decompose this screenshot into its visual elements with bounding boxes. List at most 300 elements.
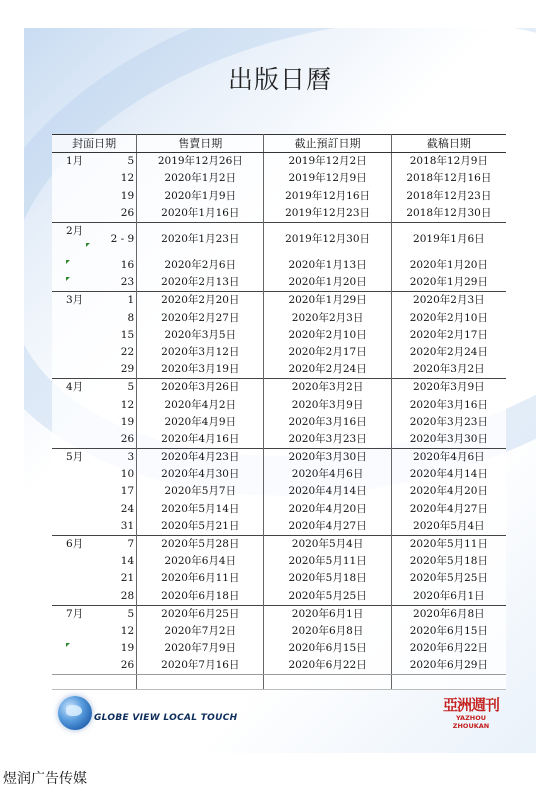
sale-date-cell-text: 2020年7月2日	[164, 624, 237, 637]
booking-deadline-cell-text: 2020年4月6日	[291, 468, 364, 481]
booking-deadline-cell	[264, 466, 391, 483]
copy-deadline-cell-text: 2020年4月20日	[409, 485, 488, 498]
cover-day-cell	[106, 257, 137, 274]
booking-deadline-cell	[264, 657, 391, 675]
month-cell	[52, 588, 106, 606]
sale-date-cell-text: 2019年12月26日	[157, 155, 243, 168]
copy-deadline-cell-text: 2020年3月9日	[413, 381, 485, 394]
booking-deadline-cell-text: 2020年3月2日	[291, 381, 364, 394]
table-row	[52, 379, 506, 397]
booking-deadline-cell-text: 2019年12月9日	[288, 172, 367, 185]
sale-date-cell-text: 2020年2月20日	[161, 294, 240, 307]
cover-day-cell-text: 16	[120, 259, 135, 272]
table-row	[52, 623, 506, 640]
cover-day-cell	[106, 657, 137, 675]
cover-day-cell-text: 17	[120, 485, 135, 498]
copy-deadline-cell	[391, 274, 506, 292]
copy-deadline-cell	[391, 657, 506, 675]
month-cell	[52, 188, 106, 205]
cover-day-cell	[106, 570, 137, 587]
booking-deadline-cell	[264, 588, 391, 606]
cover-day-cell-text: 19	[120, 642, 135, 655]
booking-deadline-cell-text: 2020年1月13日	[288, 259, 367, 272]
booking-deadline-cell-text: 2020年6月22日	[288, 659, 367, 672]
copy-deadline-cell	[391, 257, 506, 274]
copy-deadline-cell-text: 2018年12月30日	[406, 206, 492, 219]
copy-deadline-cell	[391, 222, 506, 257]
sale-date-cell-text: 2020年4月23日	[161, 451, 240, 464]
cover-day-cell	[106, 483, 137, 500]
month-cell	[52, 205, 106, 223]
booking-deadline-cell-text: 2020年6月8日	[291, 624, 364, 637]
booking-deadline-cell-text: 2020年3月16日	[288, 415, 367, 428]
sale-date-cell	[137, 518, 264, 536]
table-row	[52, 310, 506, 327]
cover-day-cell-text: 29	[120, 363, 135, 376]
sale-date-cell-text: 2020年4月16日	[161, 432, 240, 445]
copy-deadline-cell-text: 2020年6月1日	[413, 589, 485, 602]
booking-deadline-cell-text: 2020年4月20日	[288, 502, 367, 515]
copy-deadline-cell-text: 2020年4月14日	[409, 468, 488, 481]
copy-deadline-cell	[391, 188, 506, 205]
booking-deadline-cell-text: 2019年12月2日	[288, 155, 367, 168]
cover-day-cell	[106, 623, 137, 640]
sale-date-cell	[137, 274, 264, 292]
copy-deadline-cell	[391, 310, 506, 327]
cover-day-cell	[106, 501, 137, 518]
copy-deadline-cell	[391, 292, 506, 310]
month-cell	[52, 466, 106, 483]
sale-date-cell	[137, 431, 264, 449]
booking-deadline-cell	[264, 431, 391, 449]
booking-deadline-cell-text: 2020年2月10日	[288, 328, 367, 341]
copy-deadline-cell-text: 2020年6月8日	[413, 607, 485, 620]
sale-date-cell	[137, 379, 264, 397]
month-cell	[52, 640, 106, 657]
booking-deadline-cell-text: 2020年5月11日	[288, 555, 367, 568]
sale-date-cell	[137, 570, 264, 587]
copy-deadline-cell	[391, 361, 506, 379]
cover-day-cell-text: 7	[127, 538, 135, 551]
booking-deadline-cell-text: 2019年12月23日	[285, 206, 371, 219]
table-row	[52, 466, 506, 483]
copy-deadline-cell-text: 2020年5月25日	[409, 572, 488, 585]
copy-deadline-cell-text: 2020年5月4日	[413, 519, 485, 532]
table-row	[52, 431, 506, 449]
table-row	[52, 553, 506, 570]
booking-deadline-cell	[264, 153, 391, 171]
table-row	[52, 396, 506, 413]
copy-deadline-cell	[391, 553, 506, 570]
month-cell-text: 1月	[66, 155, 84, 168]
booking-deadline-cell-text: 2020年5月25日	[288, 589, 367, 602]
sale-date-cell-text: 2020年3月26日	[161, 381, 240, 394]
cover-day-cell	[106, 310, 137, 327]
month-cell-text: 5月	[66, 451, 84, 464]
month-cell	[52, 170, 106, 187]
month-cell	[52, 361, 106, 379]
cover-day-cell-text: 10	[120, 468, 135, 481]
sale-date-cell-text: 2020年1月16日	[161, 206, 240, 219]
month-cell	[52, 570, 106, 587]
booking-deadline-cell-text: 2020年4月27日	[288, 519, 367, 532]
booking-deadline-cell	[264, 310, 391, 327]
table-row	[52, 535, 506, 553]
globe-icon	[58, 696, 92, 730]
booking-deadline-cell	[264, 501, 391, 518]
booking-deadline-cell	[264, 257, 391, 274]
booking-deadline-cell	[264, 518, 391, 536]
cover-day-cell-text: 21	[120, 572, 135, 585]
cover-day-cell	[106, 344, 137, 361]
cover-day-cell	[106, 188, 137, 205]
month-cell	[52, 292, 106, 310]
sale-date-cell	[137, 640, 264, 657]
empty-cell	[391, 675, 506, 690]
cover-day-cell	[106, 379, 137, 397]
table-row	[52, 205, 506, 223]
sale-date-cell-text: 2020年5月7日	[164, 485, 237, 498]
cover-day-cell-text: 5	[127, 155, 135, 168]
cover-day-cell-text: 12	[120, 398, 135, 411]
cover-day-cell-text: 1	[127, 294, 135, 307]
sale-date-cell	[137, 361, 264, 379]
comment-marker-icon	[66, 260, 70, 264]
sale-date-cell-text: 2020年6月25日	[161, 607, 240, 620]
cover-day-cell-text: 5	[127, 381, 135, 394]
copy-deadline-cell-text: 2020年3月23日	[409, 415, 488, 428]
copy-deadline-cell	[391, 170, 506, 187]
cover-day-cell	[106, 292, 137, 310]
table-row	[52, 274, 506, 292]
sale-date-cell	[137, 292, 264, 310]
table-row	[52, 327, 506, 344]
month-cell	[52, 222, 106, 257]
sale-date-cell-text: 2020年2月6日	[164, 259, 237, 272]
sale-date-cell	[137, 466, 264, 483]
copy-deadline-cell-text: 2020年2月10日	[409, 311, 488, 324]
month-cell-text: 7月	[66, 607, 84, 620]
sale-date-cell-text: 2020年3月5日	[164, 328, 237, 341]
copy-deadline-cell-text: 2020年4月27日	[409, 502, 488, 515]
copy-deadline-cell	[391, 518, 506, 536]
copy-deadline-cell	[391, 623, 506, 640]
brand-name: 亞洲週刊	[442, 696, 499, 714]
copy-deadline-cell-text: 2020年3月30日	[409, 432, 488, 445]
comment-marker-icon	[86, 243, 90, 247]
month-cell	[52, 449, 106, 467]
table-header-row	[52, 135, 506, 153]
header-booking-deadline: 截止預訂日期	[264, 135, 391, 153]
empty-row	[52, 675, 506, 690]
month-cell	[52, 327, 106, 344]
cover-day-cell	[106, 431, 137, 449]
cover-day-cell-text: 8	[127, 311, 135, 324]
copy-deadline-cell	[391, 396, 506, 413]
sale-date-cell-text: 2020年2月13日	[161, 276, 240, 289]
copy-deadline-cell-text: 2020年3月16日	[409, 398, 488, 411]
sale-date-cell	[137, 170, 264, 187]
sale-date-cell	[137, 222, 264, 257]
table-body	[52, 153, 506, 690]
month-cell	[52, 431, 106, 449]
empty-cell	[52, 675, 106, 690]
sale-date-cell	[137, 449, 264, 467]
booking-deadline-cell	[264, 379, 391, 397]
footer-caption: 煜润广告传媒	[3, 771, 87, 787]
copy-deadline-cell	[391, 501, 506, 518]
sale-date-cell-text: 2020年4月30日	[161, 468, 240, 481]
booking-deadline-cell	[264, 483, 391, 500]
cover-day-cell-text: 2 - 9	[110, 233, 135, 246]
month-cell	[52, 274, 106, 292]
publication-calendar-table	[52, 134, 506, 690]
table-row	[52, 501, 506, 518]
cover-day-cell-text: 31	[120, 519, 135, 532]
sale-date-cell	[137, 396, 264, 413]
comment-marker-icon	[66, 277, 70, 281]
copy-deadline-cell-text: 2018年12月16日	[406, 172, 492, 185]
sale-date-cell	[137, 257, 264, 274]
table-row	[52, 449, 506, 467]
table-row	[52, 153, 506, 171]
table-row	[52, 483, 506, 500]
booking-deadline-cell	[264, 623, 391, 640]
table-row	[52, 361, 506, 379]
cover-day-cell	[106, 361, 137, 379]
cover-day-cell-text: 23	[120, 276, 135, 289]
booking-deadline-cell	[264, 396, 391, 413]
header-copy-deadline: 截稿日期	[391, 135, 506, 153]
table-row	[52, 605, 506, 623]
cover-day-cell-text: 24	[120, 502, 135, 515]
month-cell	[52, 257, 106, 274]
cover-day-cell	[106, 553, 137, 570]
copy-deadline-cell	[391, 327, 506, 344]
month-cell	[52, 535, 106, 553]
cover-day-cell	[106, 414, 137, 431]
sale-date-cell-text: 2020年5月14日	[161, 502, 240, 515]
cover-day-cell-text: 19	[120, 189, 135, 202]
copy-deadline-cell	[391, 449, 506, 467]
month-cell-text: 2月	[66, 224, 84, 237]
booking-deadline-cell-text: 2020年5月18日	[288, 572, 367, 585]
booking-deadline-cell	[264, 188, 391, 205]
booking-deadline-cell-text: 2020年3月9日	[291, 398, 364, 411]
booking-deadline-cell	[264, 222, 391, 257]
copy-deadline-cell-text: 2020年6月29日	[409, 659, 488, 672]
month-cell-text: 4月	[66, 381, 84, 394]
sale-date-cell	[137, 483, 264, 500]
booking-deadline-cell	[264, 327, 391, 344]
cover-day-cell-text: 5	[127, 607, 135, 620]
cover-day-cell	[106, 518, 137, 536]
booking-deadline-cell-text: 2020年4月14日	[288, 485, 367, 498]
table-row	[52, 657, 506, 675]
copy-deadline-cell-text: 2020年6月22日	[409, 642, 488, 655]
cover-day-cell-text: 19	[120, 415, 135, 428]
comment-marker-icon	[66, 643, 70, 647]
copy-deadline-cell	[391, 640, 506, 657]
sale-date-cell	[137, 501, 264, 518]
copy-deadline-cell-text: 2020年4月6日	[413, 451, 485, 464]
copy-deadline-cell-text: 2020年1月20日	[409, 259, 488, 272]
copy-deadline-cell	[391, 205, 506, 223]
booking-deadline-cell	[264, 414, 391, 431]
cover-day-cell	[106, 535, 137, 553]
month-cell	[52, 623, 106, 640]
booking-deadline-cell-text: 2020年1月20日	[288, 276, 367, 289]
cover-day-cell	[106, 327, 137, 344]
sale-date-cell	[137, 327, 264, 344]
sale-date-cell	[137, 535, 264, 553]
booking-deadline-cell	[264, 274, 391, 292]
booking-deadline-cell-text: 2020年3月23日	[288, 432, 367, 445]
cover-day-cell	[106, 205, 137, 223]
sale-date-cell-text: 2020年3月12日	[161, 345, 240, 358]
copy-deadline-cell-text: 2018年12月9日	[409, 155, 488, 168]
booking-deadline-cell	[264, 344, 391, 361]
booking-deadline-cell-text: 2020年5月4日	[291, 538, 364, 551]
month-cell	[52, 518, 106, 536]
copy-deadline-cell-text: 2020年6月15日	[409, 624, 488, 637]
cover-day-cell	[106, 153, 137, 171]
copy-deadline-cell	[391, 414, 506, 431]
booking-deadline-cell-text: 2020年6月15日	[288, 642, 367, 655]
yazhou-zhoukan-logo	[442, 697, 500, 730]
cover-day-cell	[106, 588, 137, 606]
sale-date-cell-text: 2020年1月9日	[164, 189, 237, 202]
sale-date-cell	[137, 605, 264, 623]
table-row	[52, 170, 506, 187]
copy-deadline-cell-text: 2020年2月3日	[413, 294, 485, 307]
table-row	[52, 222, 506, 257]
month-cell	[52, 483, 106, 500]
cover-day-cell	[106, 466, 137, 483]
cover-day-cell	[106, 222, 137, 257]
month-cell	[52, 344, 106, 361]
header-sale-date: 售賣日期	[137, 135, 264, 153]
cover-day-cell	[106, 449, 137, 467]
copy-deadline-cell	[391, 466, 506, 483]
sale-date-cell-text: 2020年7月16日	[161, 659, 240, 672]
cover-day-cell-text: 28	[120, 589, 135, 602]
sale-date-cell	[137, 344, 264, 361]
sale-date-cell-text: 2020年1月23日	[161, 233, 240, 246]
copy-deadline-cell	[391, 153, 506, 171]
sale-date-cell-text: 2020年5月21日	[161, 519, 240, 532]
table-row	[52, 344, 506, 361]
cover-day-cell	[106, 605, 137, 623]
copy-deadline-cell	[391, 483, 506, 500]
copy-deadline-cell-text: 2020年2月24日	[409, 345, 488, 358]
booking-deadline-cell-text: 2020年2月17日	[288, 345, 367, 358]
empty-cell	[137, 675, 264, 690]
cover-day-cell-text: 12	[120, 172, 135, 185]
sale-date-cell	[137, 623, 264, 640]
cover-day-cell-text: 26	[120, 659, 135, 672]
sale-date-cell-text: 2020年6月11日	[161, 572, 240, 585]
booking-deadline-cell	[264, 361, 391, 379]
copy-deadline-cell-text: 2020年5月11日	[409, 538, 488, 551]
sale-date-cell-text: 2020年4月9日	[164, 415, 237, 428]
sale-date-cell-text: 2020年3月19日	[161, 363, 240, 376]
copy-deadline-cell-text: 2020年2月17日	[409, 328, 488, 341]
booking-deadline-cell	[264, 292, 391, 310]
month-cell	[52, 153, 106, 171]
booking-deadline-cell	[264, 553, 391, 570]
month-cell-text: 3月	[66, 294, 84, 307]
table-row	[52, 188, 506, 205]
empty-cell	[106, 675, 137, 690]
month-cell	[52, 310, 106, 327]
month-cell	[52, 553, 106, 570]
month-cell	[52, 396, 106, 413]
sale-date-cell-text: 2020年5月28日	[161, 538, 240, 551]
month-cell	[52, 414, 106, 431]
booking-deadline-cell	[264, 449, 391, 467]
copy-deadline-cell-text: 2020年5月18日	[409, 555, 488, 568]
sale-date-cell	[137, 588, 264, 606]
month-cell	[52, 501, 106, 518]
globe-tagline: GLOBE VIEW LOCAL TOUCH	[94, 713, 238, 723]
copy-deadline-cell	[391, 379, 506, 397]
table-row	[52, 292, 506, 310]
copy-deadline-cell-text: 2020年1月29日	[409, 276, 488, 289]
copy-deadline-cell-text: 2020年3月2日	[413, 363, 485, 376]
month-cell	[52, 605, 106, 623]
booking-deadline-cell	[264, 170, 391, 187]
cover-day-cell-text: 26	[120, 432, 135, 445]
table-row	[52, 640, 506, 657]
table-row	[52, 518, 506, 536]
sale-date-cell	[137, 553, 264, 570]
sale-date-cell-text: 2020年2月27日	[161, 311, 240, 324]
table-row	[52, 570, 506, 587]
sale-date-cell-text: 2020年6月18日	[161, 589, 240, 602]
sale-date-cell-text: 2020年7月9日	[164, 642, 237, 655]
month-cell-text: 6月	[66, 538, 84, 551]
sale-date-cell-text: 2020年1月2日	[164, 172, 237, 185]
copy-deadline-cell-text: 2019年1月6日	[413, 233, 485, 246]
table-row	[52, 588, 506, 606]
booking-deadline-cell-text: 2020年6月1日	[291, 607, 364, 620]
cover-day-cell	[106, 640, 137, 657]
copy-deadline-cell	[391, 588, 506, 606]
booking-deadline-cell-text: 2019年12月16日	[285, 189, 371, 202]
booking-deadline-cell	[264, 535, 391, 553]
page-title: 出版日曆	[227, 65, 332, 94]
header-cover-date: 封面日期	[52, 135, 137, 153]
cover-day-cell-text: 22	[120, 345, 135, 358]
sale-date-cell-text: 2020年4月2日	[164, 398, 237, 411]
booking-deadline-cell-text: 2020年2月3日	[291, 311, 364, 324]
cover-day-cell-text: 26	[120, 206, 135, 219]
copy-deadline-cell	[391, 344, 506, 361]
booking-deadline-cell-text: 2020年2月24日	[288, 363, 367, 376]
sale-date-cell	[137, 657, 264, 675]
sale-date-cell	[137, 188, 264, 205]
cover-day-cell	[106, 396, 137, 413]
table-row	[52, 414, 506, 431]
sale-date-cell	[137, 153, 264, 171]
empty-cell	[264, 675, 391, 690]
booking-deadline-cell	[264, 205, 391, 223]
cover-day-cell-text: 15	[120, 328, 135, 341]
copy-deadline-cell	[391, 570, 506, 587]
cover-day-cell-text: 12	[120, 624, 135, 637]
sale-date-cell	[137, 205, 264, 223]
